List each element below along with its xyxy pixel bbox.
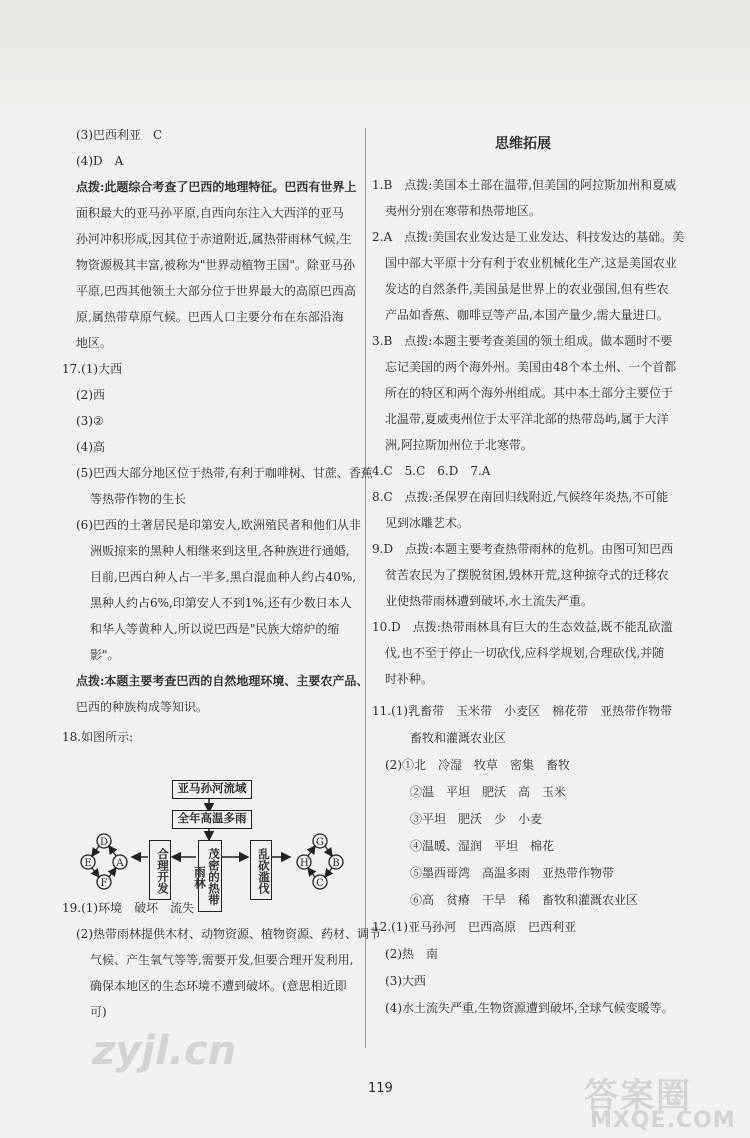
text-line: 伐,也不至于停止一切砍伐,应科学规划,合理砍伐,并随 (385, 646, 665, 660)
text-line: (2)西 (76, 388, 105, 402)
question-19: 19.(1)环境 破坏 流失 (62, 901, 195, 915)
text-line: 见到冰雕艺术。 (385, 516, 470, 530)
text-line: (2)热 南 (385, 947, 438, 961)
text-line: 目前,巴西白种人占一半多,黑白混血种人约占40%, (90, 570, 357, 584)
cycle-label: E (84, 858, 92, 869)
text-line: ③平坦 肥沃 少 小麦 (410, 812, 543, 826)
question-18: 18.如图所示: (62, 730, 134, 744)
answer-8: 8.C 点拨:圣保罗在南回归线附近,气候终年炎热,不可能 (372, 490, 669, 504)
text-line: (4)水土流失严重,生物资源遭到破坏,全球气候变暖等。 (385, 1001, 674, 1015)
text-line: 物资源极其丰富,被称为"世界动植物王国"。除亚马孙 (76, 258, 355, 272)
top-margin (0, 0, 750, 110)
text-line: 夷州分别在寒带和热带地区。 (385, 204, 542, 218)
text-line: 忘记美国的两个海外州。美国由48个本土州、一个首都 (385, 360, 677, 374)
answer-11: 11.(1)乳畜带 玉米带 小麦区 棉花带 亚热带作物带 (372, 704, 673, 718)
text-line: 孙河冲积形成,因其位于赤道附近,属热带雨林气候,生 (76, 232, 352, 246)
text-line: (2)①北 冷湿 牧草 密集 畜牧 (385, 758, 570, 772)
box-amazon-basin: 亚马孙河流域 (172, 780, 252, 799)
answer-3: 3.B 点拨:本题主要考查美国的领土组成。做本题时不要 (372, 334, 673, 348)
page-number: 119 (368, 1081, 393, 1096)
text-line: 巴西的种族构成等知识。 (76, 700, 209, 714)
answer-9: 9.D 点拨:本题主要考查热带雨林的危机。由图可知巴西 (372, 542, 674, 556)
text-line: 洲贩掠来的黑种人相继来到这里,各种族进行通婚, (90, 544, 350, 558)
text-line: 确保本地区的生态环境不遭到破坏。(意思相近即 (90, 979, 347, 993)
text-line: 原,属热带草原气候。巴西人口主要分布在东部沿海 (76, 310, 344, 324)
text-line: 等热带作物的生长 (90, 492, 187, 506)
text-line: ⑥高 贫瘠 干旱 稀 畜牧和灌溉农业区 (410, 893, 639, 907)
text-line: 可) (90, 1005, 107, 1019)
answer-10: 10.D 点拨:热带雨林具有巨大的生态效益,既不能乱砍滥 (372, 620, 673, 634)
cycle-label: H (300, 858, 309, 869)
text-line: 所在的特区和两个海外州组成。其中本土部分主要位于 (385, 386, 674, 400)
text-line: 洲,阿拉斯加州位于北寒带。 (385, 438, 533, 452)
text-line: 影"。 (90, 648, 120, 662)
text-line: 贫苦农民为了摆脱贫困,毁林开荒,这种掠夺式的迁移农 (385, 568, 669, 582)
text-line: (6)巴西的土著居民是印第安人,欧洲殖民者和他们从非 (76, 518, 361, 532)
text-line: 气候、产生氧气等等,需要开发,但要合理开发利用, (90, 953, 354, 967)
text-line: (5)巴西大部分地区位于热带,有利于咖啡树、甘蔗、香蕉 (76, 466, 373, 480)
answer-2: 2.A 点拨:美国农业发达是工业发达、科技发达的基础。美 (372, 230, 685, 244)
cycle-label: D (100, 837, 109, 848)
text-line: (4)高 (76, 440, 105, 454)
text-line: ④温暖、湿润 平坦 棉花 (410, 839, 555, 853)
cycle-label: C (316, 878, 324, 889)
text-line: 业使热带雨林遭到破坏,水土流失严重。 (385, 594, 593, 608)
cycle-label: F (100, 878, 108, 889)
column-divider (365, 128, 366, 1048)
text-line: 平原,巴西其他领土大部分位于世界最大的高原巴西高 (76, 284, 356, 298)
text-line: (4)D A (76, 154, 124, 168)
section-title: 思维拓展 (495, 136, 551, 152)
text-line: (3)大西 (385, 974, 426, 988)
watermark-left: zyjl.cn (92, 1028, 237, 1074)
text-line: ⑤墨西哥湾 高温多雨 亚热带作物带 (410, 866, 615, 880)
question-17: 17.(1)大西 (62, 362, 123, 376)
cycle-label: A (116, 858, 124, 869)
text-line: 点拨:本题主要考查巴西的自然地理环境、主要农产品、 (76, 674, 369, 688)
text-line: 产品如香蕉、咖啡豆等产品,本国产量少,需大量进口。 (385, 308, 669, 322)
cycle-label: G (316, 837, 324, 848)
watermark-right-top: 答案圈 (584, 1076, 692, 1116)
text-line: (3)巴西利亚 C (76, 128, 163, 142)
text-line: 面积最大的亚马孙平原,自西向东注入大西洋的亚马 (76, 206, 344, 220)
text-line: 和华人等黄种人,所以说巴西是"民族大熔炉的缩 (90, 622, 340, 636)
text-line: (3)② (76, 414, 104, 428)
answer-1: 1.B 点拨:美国本土部在温带,但美国的阿拉斯加州和夏威 (372, 178, 677, 192)
box-rational-development: 合理开发 (149, 840, 171, 900)
text-line: 发达的自然条件,美国虽是世界上的农业强国,但有些农 (385, 282, 669, 296)
box-rainforest: 茂密的热带雨林 (198, 840, 222, 912)
text-line: (2)热带雨林提供木材、动物资源、植物资源、药材、调节 (76, 927, 382, 941)
text-line: 点拨:此题综合考查了巴西的地理特征。巴西有世界上 (76, 180, 357, 194)
text-line: 国中部大平原十分有利于农业机械化生产,这是美国农业 (385, 256, 677, 270)
box-climate: 全年高温多雨 (172, 810, 252, 829)
text-line: ②温 平坦 肥沃 高 玉米 (410, 785, 567, 799)
text-line: 畜牧和灌溉农业区 (410, 731, 507, 745)
answer-4-7: 4.C 5.C 6.D 7.A (372, 464, 491, 478)
text-line: 北温带,夏威夷州位于太平洋北部的热带岛屿,属于大洋 (385, 412, 669, 426)
text-line: 地区。 (76, 336, 113, 350)
answer-12: 12.(1)亚马孙河 巴西高原 巴西利亚 (372, 920, 577, 934)
text-line: 黑种人约占6%,印第安人不到1%,还有少数日本人 (90, 596, 352, 610)
watermark-right-bottom: MXQE.COM (590, 1108, 736, 1133)
cycle-label: B (332, 858, 340, 869)
box-logging: 乱砍滥伐 (250, 840, 272, 900)
text-line: 时补种。 (385, 672, 434, 686)
